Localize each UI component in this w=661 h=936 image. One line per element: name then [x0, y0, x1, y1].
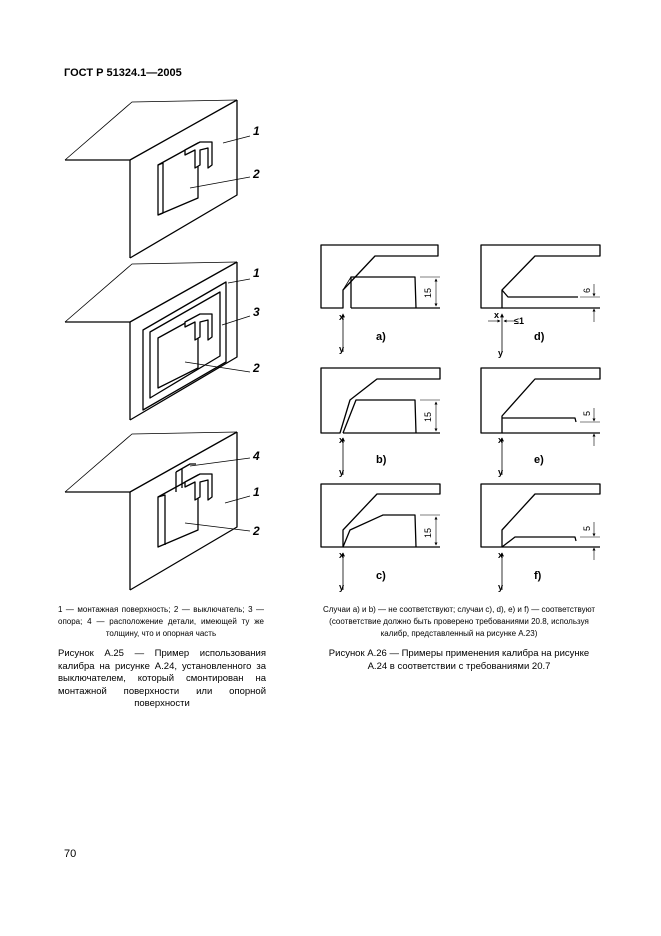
axis-x-c: x	[339, 550, 345, 560]
axis-y-a: y	[339, 344, 345, 354]
callout-2: 2	[253, 167, 260, 181]
dim-a: 15	[423, 287, 433, 298]
axis-y-d: y	[498, 348, 504, 358]
callout-1: 1	[253, 266, 260, 280]
page-number: 70	[64, 848, 77, 860]
figure-a25-legend: 1 — монтажная поверхность; 2 — выключатель; 3 — опора; 4 — расположение детали, имеющей ту же толщину, что и опорная часть	[58, 605, 264, 638]
axis-x-a: x	[339, 312, 345, 322]
dim-c: 15	[423, 527, 433, 538]
axis-y-b: y	[339, 467, 345, 477]
axis-y-e: y	[498, 467, 504, 477]
figure-a26-caption: Рисунок А.26 — Примеры применения калибра на рисунке А.24 в соответствии с требованиями 20.7	[328, 648, 590, 672]
standard-header: ГОСТ Р 51324.1—2005	[64, 67, 182, 79]
panel-label-b: b)	[376, 454, 387, 466]
callout-1: 1	[253, 124, 260, 138]
callout-2: 2	[253, 524, 260, 538]
axis-x-e: x	[498, 435, 504, 445]
panel-label-e: e)	[534, 454, 544, 466]
axis-y-f: y	[498, 582, 504, 592]
axis-y-c: y	[339, 582, 345, 592]
axis-x-d: x	[494, 310, 500, 320]
dim-e: 5	[582, 410, 592, 416]
figure-a26-legend: Случаи a) и b) — не соответствуют; случаи с), d), e) и f) — соответствуют (соответствие должно быть проверено требованиями 20.8, используя калибр, представленный на рисунке А.23)	[322, 605, 596, 638]
panel-label-f: f)	[534, 570, 542, 582]
axis-x-b: x	[339, 435, 345, 445]
callout-3: 3	[253, 305, 260, 319]
callout-1: 1	[253, 485, 260, 499]
panel-label-d: d)	[534, 331, 545, 343]
panel-label-a: a)	[376, 331, 386, 343]
panel-label-c: c)	[376, 570, 386, 582]
dim-d: 6	[582, 287, 592, 293]
dim-f: 5	[582, 525, 592, 531]
callout-2: 2	[253, 361, 260, 375]
callout-4: 4	[253, 449, 260, 463]
dim-extra-d: ≤1	[514, 316, 524, 326]
dim-b: 15	[423, 411, 433, 422]
axis-x-f: x	[498, 550, 504, 560]
figure-a25-caption: Рисунок А.25 — Пример использования калибра на рисунке А.24, установленного за выключателем, который смонтирован на монтажной поверхности или опорной поверхности	[58, 648, 266, 709]
